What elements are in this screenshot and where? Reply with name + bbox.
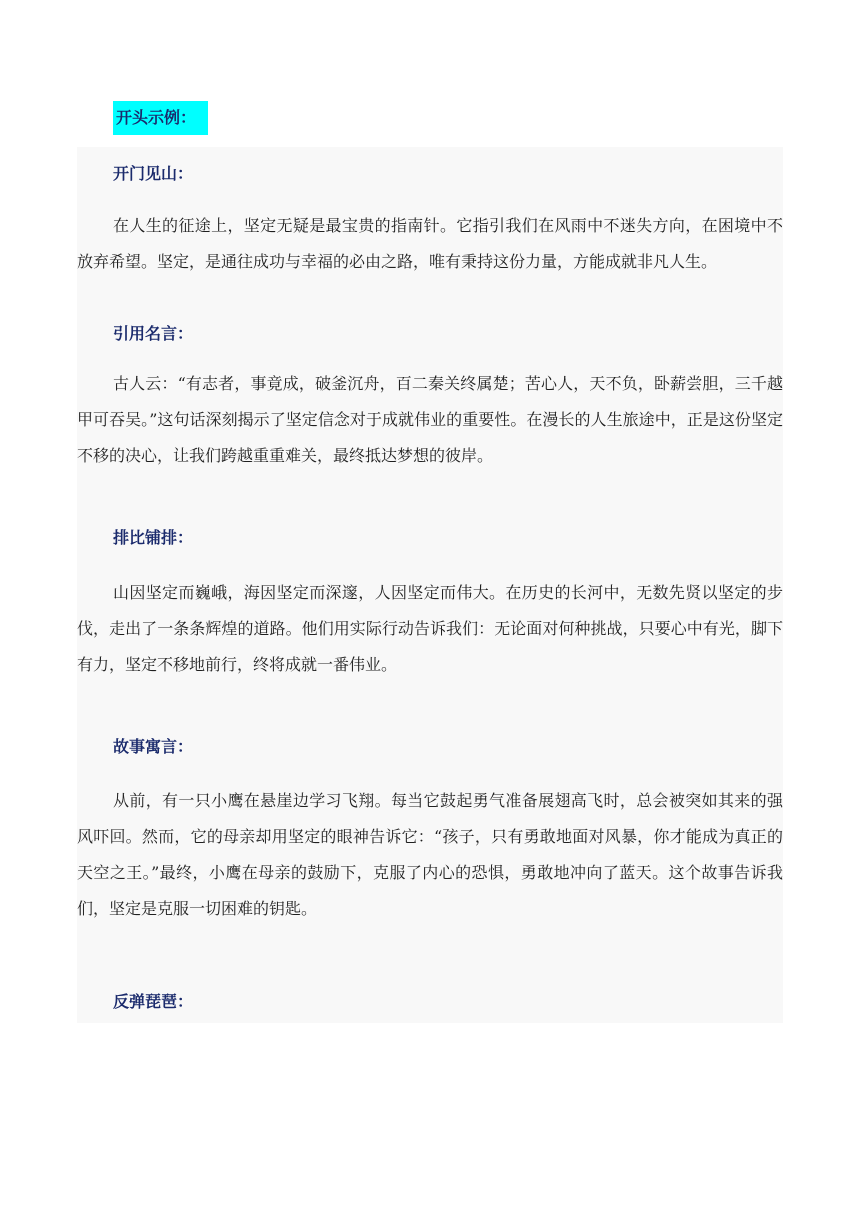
paragraph-parallelism: 山因坚定而巍峨，海因坚定而深邃，人因坚定而伟大。在历史的长河中，无数先贤以坚定的步伐，走出了一条条辉煌的道路。他们用实际行动告诉我们：无论面对何种挑战，只要心中有光，脚下有力，坚定不移地前行，终将成就一番伟业。 xyxy=(77,583,783,674)
paragraph-quote: 古人云：“有志者，事竟成，破釜沉舟，百二秦关终属楚；苦心人，天不负，卧薪尝胆，三千越甲可吞吴。”这句话深刻揭示了坚定信念对于成就伟业的重要性。在漫长的人生旅途中，正是这份坚定不移的决心，让我们跨越重重难关，最终抵达梦想的彼岸。 xyxy=(77,374,783,465)
paragraph-direct: 在人生的征途上，坚定无疑是最宝贵的指南针。它指引我们在风雨中不迷失方向，在困境中不放弃希望。坚定，是通往成功与幸福的必由之路，唯有秉持这份力量，方能成就非凡人生。 xyxy=(77,216,783,271)
heading-parallelism: 排比铺排： xyxy=(113,528,194,547)
heading-quote: 引用名言： xyxy=(113,324,194,343)
heading-fable: 故事寓言： xyxy=(113,737,194,756)
paragraph-fable: 从前，有一只小鹰在悬崖边学习飞翔。每当它鼓起勇气准备展翅高飞时，总会被突如其来的强风吓回。然而，它的母亲却用坚定的眼神告诉它：“孩子，只有勇敢地面对风暴，你才能成为真正的天空之王。”最终，小鹰在母亲的鼓励下，克服了内心的恐惧，勇敢地冲向了蓝天。这个故事告诉我们，坚定是克服一切困难的钥匙。 xyxy=(77,791,783,918)
heading-contrarian: 反弹琵琶： xyxy=(113,992,194,1011)
heading-direct: 开门见山： xyxy=(113,164,194,183)
section-title: 开头示例： xyxy=(113,101,208,135)
content-box xyxy=(77,147,783,1023)
